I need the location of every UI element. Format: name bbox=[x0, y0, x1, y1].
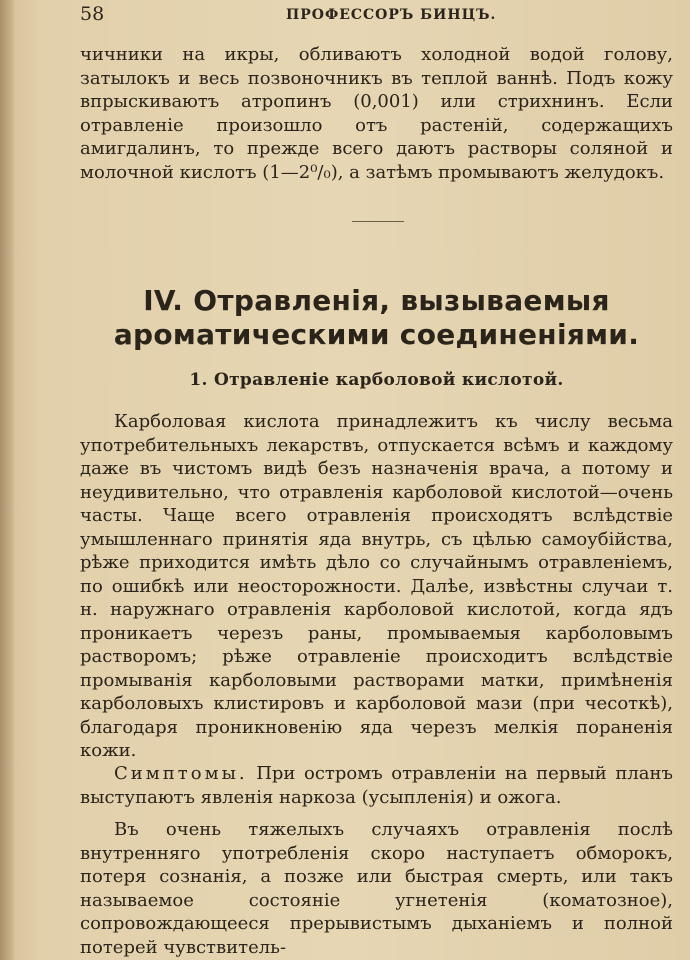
subsection-title: 1. Отравленіе карболовой кислотой. bbox=[189, 370, 564, 390]
section-divider bbox=[352, 221, 404, 222]
paragraph-continued: чичники на икры, обливаютъ холодной водой голову, затылокъ и весь позвоночникъ въ теплой ваннѣ. Подъ кожу впрыскиваютъ атропинъ (0,001) или стрихнинъ. Если отравленіе произошло отъ растеній, содержащихъ амигдалинъ, то прежде всего даютъ растворы соляной и молочной кислотъ (1—2⁰/₀), а затѣмъ промываютъ желудокъ. bbox=[80, 44, 673, 183]
symptoms-text: При остромъ отравленіи на первый планъ выступаютъ явленія наркоза (усыпленія) и ожога. bbox=[80, 763, 673, 808]
section-title: IV. Отравленія, вызываемыя ароматическими соединеніями. bbox=[113, 284, 640, 351]
running-head: ПРОФЕССОРЪ БИНЦЪ. bbox=[286, 7, 497, 23]
page-number: 58 bbox=[80, 3, 105, 25]
page-gutter-shadow bbox=[0, 0, 14, 960]
paragraph-severe-cases: Въ очень тяжелыхъ случаяхъ отравленія послѣ внутренняго употребленія скоро наступаетъ обморокъ, потеря сознанія, а позже или быстрая смерть, или такъ называемое состояніе угнетенія (коматозное), сопровождающееся прерывистымъ дыханіемъ и полной потерей чувствитель- bbox=[80, 819, 673, 958]
paragraph-intro: Карболовая кислота принадлежитъ къ числу весьма употребительныхъ лекарствъ, отпускается всѣмъ и каждому даже въ чистомъ видѣ безъ назначенія врача, а потому и неудивительно, что отравленія карболовой кислотой—очень часты. Чаще всего отравленія происходятъ вслѣдствіе умышленнаго принятія яда внутрь, съ цѣлью самоубійства, рѣже приходится имѣть дѣло со случайнымъ отравленіемъ, по ошибкѣ или неосторожности. Далѣе, извѣстны случаи т. н. наружнаго отравленія карболовой кислотой, когда ядъ проникаетъ черезъ раны, промываемыя карболовымъ растворомъ; рѣже отравленіе происходитъ вслѣдствіе промыванія карболовыми растворами матки, примѣненія карболовыхъ клистировъ и карболовой мази (при чесоткѣ), благодаря проникновенію яда черезъ мелкія пораненія кожи. bbox=[80, 411, 673, 761]
paragraph-symptoms bbox=[80, 762, 673, 809]
page-header bbox=[80, 3, 670, 27]
symptoms-label: Симптомы. bbox=[114, 763, 248, 784]
